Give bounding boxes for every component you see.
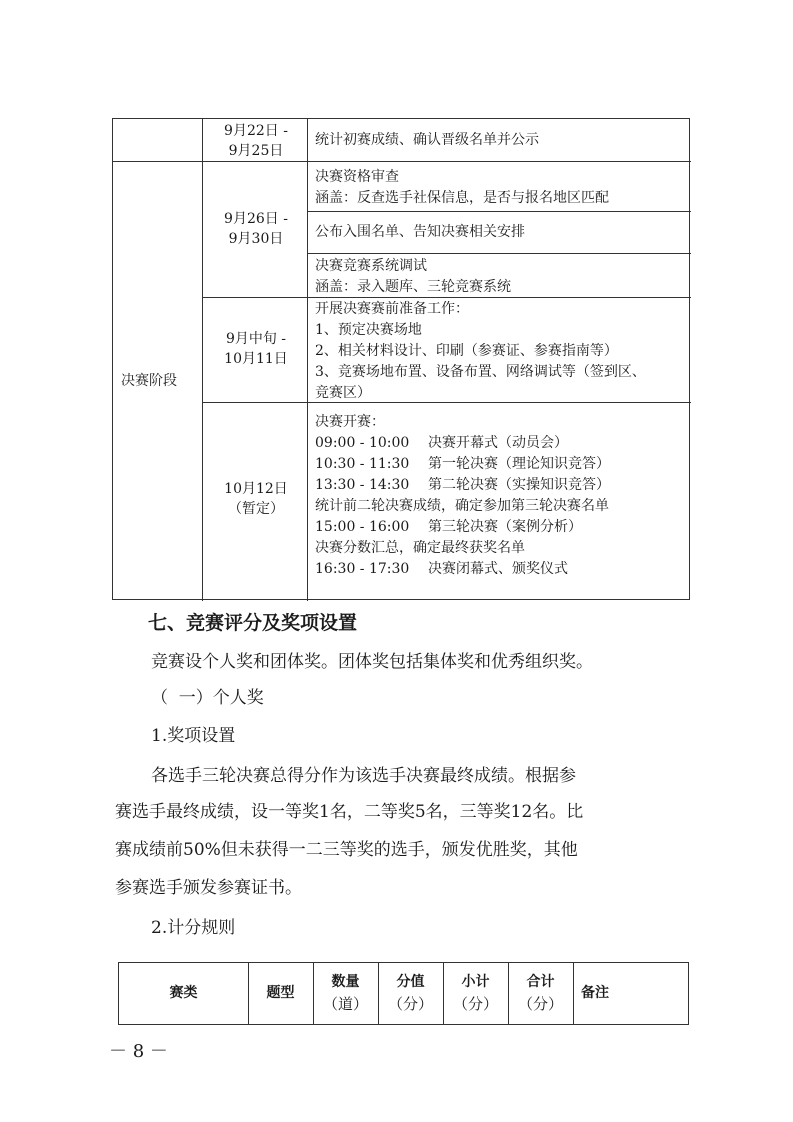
header-main: 小计: [461, 974, 490, 990]
header-unit: （分）: [387, 995, 433, 1013]
header-score-value: [378, 971, 443, 1015]
final-line: [315, 496, 610, 517]
subheading-scoring-rules: 2.计分规则: [151, 918, 236, 938]
paragraph-line: 赛选手最终成绩，设一等奖1名，二等奖5名，三等奖12名。比: [115, 802, 584, 822]
schedule-task: 决赛竞赛系统调试 涵盖：录入题库、三轮竞赛系统: [315, 258, 511, 295]
paragraph-line: 参赛选手颁发参赛证书。: [115, 878, 302, 898]
final-desc: 决赛开幕式（动员会）: [428, 435, 568, 451]
header-main: 合计: [526, 974, 555, 990]
schedule-task: 开展决赛赛前准备工作： 1、预定决赛场地 2、相关材料设计、印刷（参赛证、参赛指南等） 3、竞赛场地布置、设备布置、网络调试等（签到区、 竞赛区）: [315, 301, 646, 401]
paragraph-line: 赛成绩前50%但未获得一二三等奖的选手，颁发优胜奖，其他: [115, 840, 578, 860]
table-border: [307, 119, 308, 601]
final-time: 13:30 - 14:30: [315, 477, 410, 493]
schedule-date: 9月中旬 - 10月11日: [224, 331, 288, 367]
page-number: － 8 －: [109, 1041, 168, 1062]
header-unit: （道）: [322, 995, 368, 1013]
header-unit: （分）: [452, 995, 498, 1013]
final-desc: 决赛闭幕式、颁奖仪式: [428, 561, 568, 577]
final-line: [315, 454, 610, 475]
subheading-individual: （ 一）个人奖: [151, 688, 264, 708]
table-border: [307, 253, 691, 254]
final-desc: 决赛分数汇总，确定最终获奖名单: [315, 540, 525, 556]
final-schedule-list: [315, 433, 610, 580]
final-time: 09:00 - 10:00: [315, 435, 410, 451]
schedule-date: 10月12日 （暂定）: [224, 481, 288, 517]
final-desc: 第二轮决赛（实操知识竞答）: [428, 477, 610, 493]
header-main: 分值: [396, 974, 425, 990]
stage-label: 决赛阶段: [121, 373, 177, 389]
final-line: [315, 475, 610, 496]
header-main: 数量: [331, 974, 360, 990]
header-category: 赛类: [169, 985, 198, 1001]
header-unit: （分）: [517, 995, 563, 1013]
scoring-table: [118, 962, 689, 1025]
final-time: 10:30 - 11:30: [315, 456, 410, 472]
header-subtotal: [443, 971, 508, 1015]
final-desc: 第一轮决赛（理论知识竞答）: [428, 456, 610, 472]
final-desc: 第三轮决赛（案例分析）: [428, 519, 582, 535]
table-border: [113, 161, 691, 162]
header-question-type: 题型: [266, 985, 295, 1001]
table-border: [307, 211, 691, 212]
schedule-task: 公布入围名单、告知决赛相关安排: [315, 224, 525, 240]
paragraph-line: 各选手三轮决赛总得分作为该选手决赛最终成绩。根据参: [151, 766, 576, 786]
table-border: [202, 119, 203, 601]
final-desc: 统计前二轮决赛成绩，确定参加第三轮决赛名单: [315, 498, 609, 514]
schedule-table: [112, 118, 690, 600]
table-border: [573, 963, 574, 1024]
final-line: [315, 517, 610, 538]
final-time: 15:00 - 16:00: [315, 519, 410, 535]
schedule-task: 统计初赛成绩、确认晋级名单并公示: [315, 132, 539, 148]
section-heading: 七、竞赛评分及奖项设置: [148, 612, 358, 634]
header-quantity: [313, 971, 378, 1015]
final-title: 决赛开赛：: [315, 414, 385, 430]
schedule-date: 9月26日 - 9月30日: [224, 211, 288, 247]
intro-paragraph: 竞赛设个人奖和团体奖。团体奖包括集体奖和优秀组织奖。: [151, 652, 593, 672]
subheading-award-setting: 1.奖项设置: [151, 726, 236, 746]
final-line: [315, 433, 610, 454]
final-line: [315, 538, 610, 559]
final-time: 16:30 - 17:30: [315, 561, 410, 577]
schedule-date: 9月22日 - 9月25日: [224, 123, 288, 159]
final-line: [315, 559, 610, 580]
header-total: [508, 971, 573, 1015]
header-remarks: 备注: [581, 985, 609, 1001]
schedule-task: 决赛资格审查 涵盖：反查选手社保信息，是否与报名地区匹配: [315, 169, 609, 206]
